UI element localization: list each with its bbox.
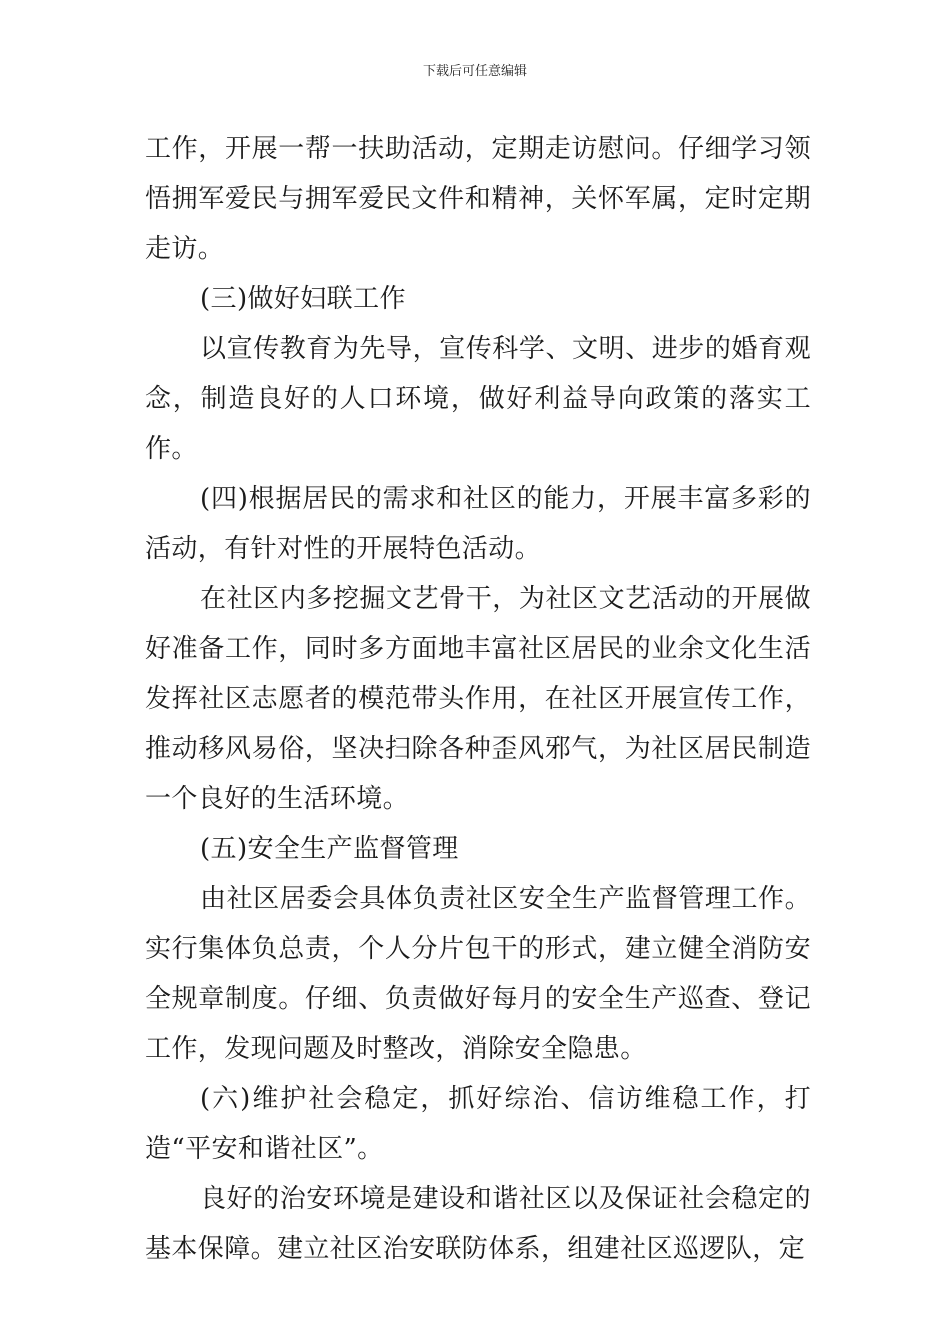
paragraph-7: 由社区居委会具体负责社区安全生产监督管理工作。实行集体负总责，个人分片包干的形式，建立健全消防安全规章制度。仔细、负责做好每月的安全生产巡查、登记工作，发现问题及时整改，消除安全隐患。 — [145, 884, 811, 1064]
section-heading-5: (五)安全生产监督管理 — [200, 834, 459, 864]
paragraph-3: 以宣传教育为先导，宣传科学、文明、进步的婚育观念，制造良好的人口环境，做好利益导向政策的落实工作。 — [145, 334, 811, 464]
section-heading-6: (六)维护社会稳定，抓好综治、信访维稳工作，打造“平安和谐社区”。 — [145, 1084, 811, 1164]
paragraph-5: 在社区内多挖掘文艺骨干，为社区文艺活动的开展做好准备工作，同时多方面地丰富社区居民的业余文化生活发挥社区志愿者的模范带头作用，在社区开展宣传工作，推动移风易俗，坚决扫除各种歪风邪气，为社区居民制造一个良好的生活环境。 — [145, 584, 811, 814]
page-header: 下载后可任意编辑 — [422, 64, 527, 79]
paragraph-9: 良好的治安环境是建设和谐社区以及保证社会稳定的基本保障。建立社区治安联防体系，组建社区巡逻队，定 — [145, 1184, 811, 1264]
section-heading-4: (四)根据居民的需求和社区的能力，开展丰富多彩的活动，有针对性的开展特色活动。 — [145, 484, 811, 564]
paragraph-1: 工作，开展一帮一扶助活动，定期走访慰问。仔细学习领悟拥军爱民与拥军爱民文件和精神，关怀军属，定时定期走访。 — [145, 134, 811, 264]
section-heading-3: (三)做好妇联工作 — [200, 284, 406, 314]
document-body — [145, 124, 811, 1274]
